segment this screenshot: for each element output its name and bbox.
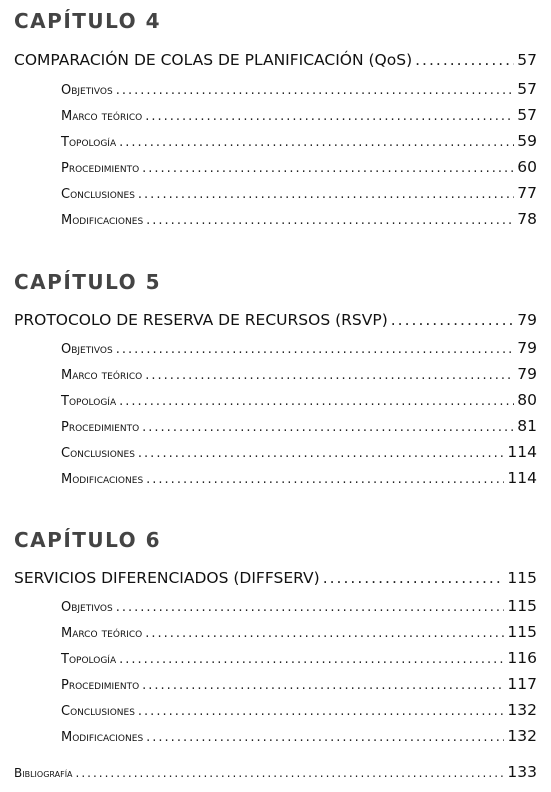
toc-section-topologia[interactable] [61, 132, 537, 150]
page-number: 79 [517, 311, 537, 329]
page-number: 114 [507, 469, 537, 487]
section-label: Objetivos [61, 83, 113, 98]
toc-section-objetivos[interactable] [61, 80, 537, 98]
section-label: Procedimiento [61, 420, 140, 435]
section-label: Marco teórico [61, 368, 143, 383]
page-number: 57 [517, 51, 537, 69]
dot-leader [323, 569, 505, 587]
dot-leader [142, 161, 514, 176]
section-label: Conclusiones [61, 704, 135, 719]
dot-leader [116, 342, 515, 357]
dot-leader [142, 678, 504, 693]
toc-section-conclusiones[interactable] [61, 184, 537, 202]
toc-section-modificaciones[interactable] [61, 210, 537, 228]
chapter-heading: CAPÍTULO 5 [14, 270, 162, 294]
page-number: 79 [517, 339, 537, 357]
dot-leader [146, 730, 504, 745]
toc-section-procedimiento[interactable] [61, 158, 537, 176]
chapter-heading: CAPÍTULO 4 [14, 9, 162, 33]
page-number: 115 [507, 569, 537, 587]
page-number: 115 [507, 597, 537, 615]
page-number: 116 [507, 649, 537, 667]
section-label: Marco teórico [61, 109, 143, 124]
dot-leader [391, 311, 515, 329]
page-number: 60 [517, 158, 537, 176]
section-label: Procedimiento [61, 678, 140, 693]
toc-section-procedimiento[interactable] [61, 675, 537, 693]
toc-section-objetivos[interactable] [61, 339, 537, 357]
page-number: 57 [517, 80, 537, 98]
dot-leader [145, 109, 514, 124]
toc-chapter-title[interactable] [14, 51, 537, 69]
toc-chapter-title[interactable] [14, 569, 537, 587]
toc-section-marco-teorico[interactable] [61, 365, 537, 383]
section-label: Objetivos [61, 600, 113, 615]
page-number: 79 [517, 365, 537, 383]
page-number: 115 [507, 623, 537, 641]
chapter-title: COMPARACIÓN DE COLAS DE PLANIFICACIÓN (QoS) [14, 51, 413, 69]
dot-leader [415, 51, 514, 69]
toc-section-procedimiento[interactable] [61, 417, 537, 435]
section-label: Procedimiento [61, 161, 140, 176]
page-number: 59 [517, 132, 537, 150]
toc-bibliography[interactable] [14, 763, 537, 781]
page-number: 80 [517, 391, 537, 409]
dot-leader [145, 626, 504, 641]
toc-section-topologia[interactable] [61, 391, 537, 409]
dot-leader [119, 652, 504, 667]
section-label: Conclusiones [61, 446, 135, 461]
page-number: 133 [507, 763, 537, 781]
page-number: 114 [507, 443, 537, 461]
bibliography-label: Bibliografía [14, 766, 73, 780]
section-label: Modificaciones [61, 472, 144, 487]
section-label: Topología [61, 135, 117, 150]
chapter-heading: CAPÍTULO 6 [14, 528, 162, 552]
toc-section-topologia[interactable] [61, 649, 537, 667]
section-label: Modificaciones [61, 213, 144, 228]
toc-section-objetivos[interactable] [61, 597, 537, 615]
dot-leader [116, 83, 515, 98]
dot-leader [76, 766, 505, 780]
dot-leader [138, 187, 514, 202]
toc-section-conclusiones[interactable] [61, 701, 537, 719]
dot-leader [142, 420, 514, 435]
chapter-title: SERVICIOS DIFERENCIADOS (DIFFSERV) [14, 569, 320, 587]
section-label: Marco teórico [61, 626, 143, 641]
toc-section-conclusiones[interactable] [61, 443, 537, 461]
page-number: 81 [517, 417, 537, 435]
section-label: Objetivos [61, 342, 113, 357]
dot-leader [145, 368, 514, 383]
page-number: 117 [507, 675, 537, 693]
page-number: 132 [507, 727, 537, 745]
dot-leader [146, 213, 514, 228]
toc-chapter-title[interactable] [14, 311, 537, 329]
toc-section-modificaciones[interactable] [61, 469, 537, 487]
dot-leader [119, 394, 514, 409]
chapter-title: PROTOCOLO DE RESERVA DE RECURSOS (RSVP) [14, 311, 388, 329]
dot-leader [116, 600, 505, 615]
page-number: 57 [517, 106, 537, 124]
page-number: 78 [517, 210, 537, 228]
toc-section-marco-teorico[interactable] [61, 106, 537, 124]
section-label: Modificaciones [61, 730, 144, 745]
section-label: Topología [61, 652, 117, 667]
toc-section-marco-teorico[interactable] [61, 623, 537, 641]
dot-leader [146, 472, 504, 487]
page-number: 132 [507, 701, 537, 719]
dot-leader [119, 135, 514, 150]
section-label: Topología [61, 394, 117, 409]
dot-leader [138, 446, 504, 461]
section-label: Conclusiones [61, 187, 135, 202]
toc-section-modificaciones[interactable] [61, 727, 537, 745]
page-number: 77 [517, 184, 537, 202]
dot-leader [138, 704, 504, 719]
